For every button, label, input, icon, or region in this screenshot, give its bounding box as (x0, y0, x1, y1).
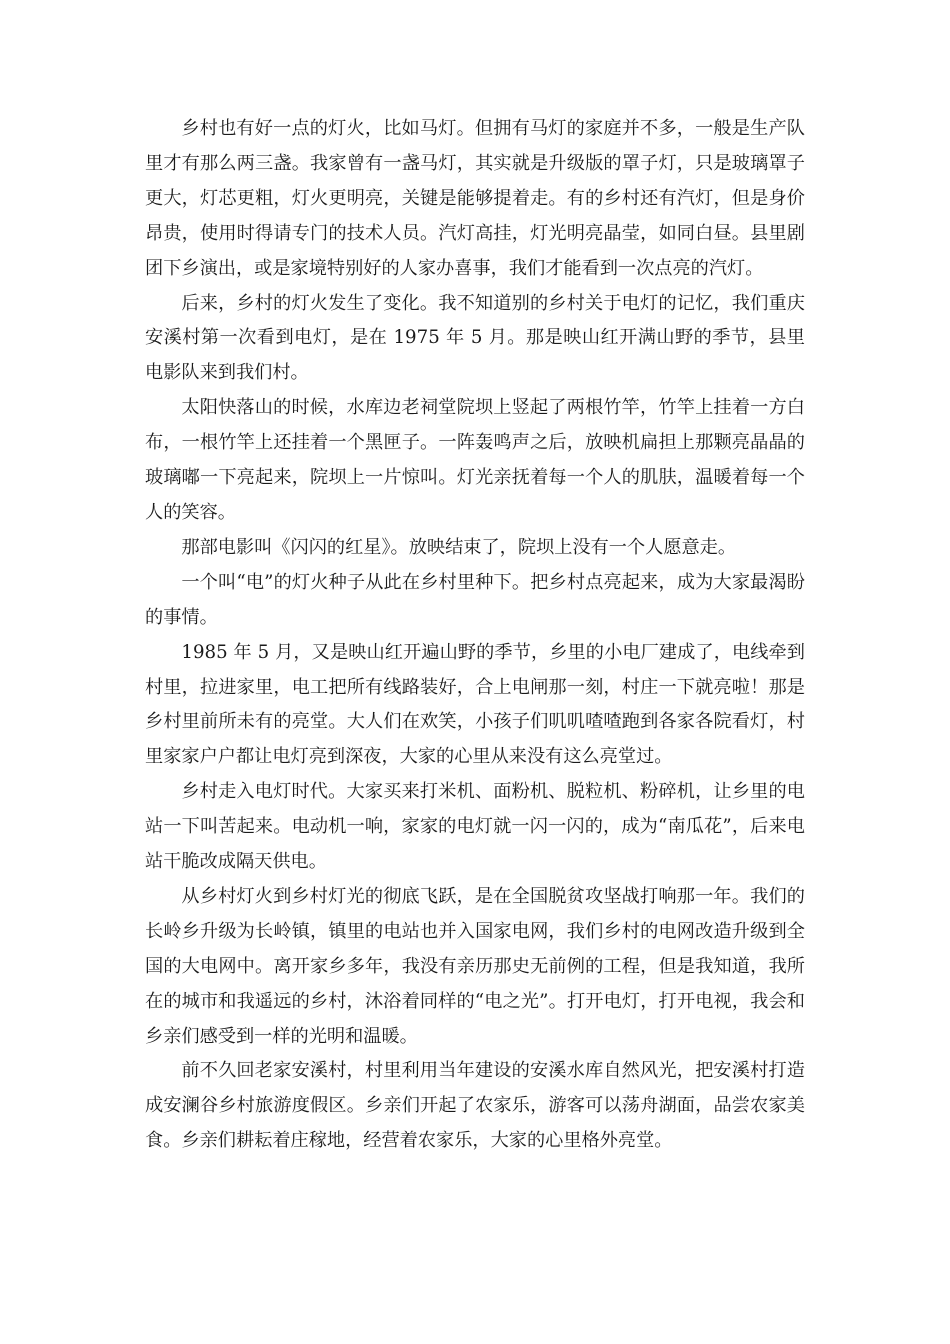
paragraph-1: 乡村也有好一点的灯火，比如马灯。但拥有马灯的家庭并不多，一般是生产队里才有那么两三盏。我家曾有一盏马灯，其实就是升级版的罩子灯，只是玻璃罩子更大，灯芯更粗，灯火更明亮，关键是能够提着走。有的乡村还有汽灯，但是身价昂贵，使用时得请专门的技术人员。汽灯高挂，灯光明亮晶莹，如同白昼。县里剧团下乡演出，或是家境特别好的人家办喜事，我们才能看到一次点亮的汽灯。 (145, 118, 805, 279)
article-body (145, 112, 805, 1159)
paragraph-5: 一个叫“电”的灯火种子从此在乡村里种下。把乡村点亮起来，成为大家最渴盼的事情。 (145, 571, 805, 628)
paragraph-2: 后来，乡村的灯火发生了变化。我不知道别的乡村关于电灯的记忆，我们重庆安溪村第一次看到电灯，是在 1975 年 5 月。那是映山红开满山野的季节，县里电影队来到我们村。 (145, 292, 805, 384)
paragraph-6: 1985 年 5 月，又是映山红开遍山野的季节，乡里的小电厂建成了，电线牵到村里，拉进家里，电工把所有线路装好，合上电闸那一刻，村庄一下就亮啦！那是乡村里前所未有的亮堂。大人们在欢笑，小孩子们叽叽喳喳跑到各家各院看灯，村里家家户户都让电灯亮到深夜，大家的心里从来没有这么亮堂过。 (145, 641, 805, 768)
paragraph-8: 从乡村灯火到乡村灯光的彻底飞跃，是在全国脱贫攻坚战打响那一年。我们的长岭乡升级为长岭镇，镇里的电站也并入国家电网，我们乡村的电网改造升级到全国的大电网中。离开家乡多年，我没有亲历那史无前例的工程，但是我知道，我所在的城市和我遥远的乡村，沐浴着同样的“电之光”。打开电灯，打开电视，我会和乡亲们感受到一样的光明和温暖。 (145, 885, 805, 1047)
paragraph-7: 乡村走入电灯时代。大家买来打米机、面粉机、脱粒机、粉碎机，让乡里的电站一下叫苦起来。电动机一响，家家的电灯就一闪一闪的，成为“南瓜花”，后来电站干脆改成隔天供电。 (145, 781, 805, 873)
paragraph-3: 太阳快落山的时候，水库边老祠堂院坝上竖起了两根竹竿，竹竿上挂着一方白布，一根竹竿上还挂着一个黑匣子。一阵轰鸣声之后，放映机扁担上那颗亮晶晶的玻璃嘟一下亮起来，院坝上一片惊叫。灯光亲抚着每一个人的肌肤，温暖着每一个人的笑容。 (145, 397, 805, 523)
paragraph-4: 那部电影叫《闪闪的红星》。放映结束了，院坝上没有一个人愿意走。 (181, 536, 737, 558)
paragraph-9: 前不久回老家安溪村，村里利用当年建设的安溪水库自然风光，把安溪村打造成安澜谷乡村旅游度假区。乡亲们开起了农家乐，游客可以荡舟湖面，品尝农家美食。乡亲们耕耘着庄稼地，经营着农家乐，大家的心里格外亮堂。 (145, 1060, 805, 1152)
